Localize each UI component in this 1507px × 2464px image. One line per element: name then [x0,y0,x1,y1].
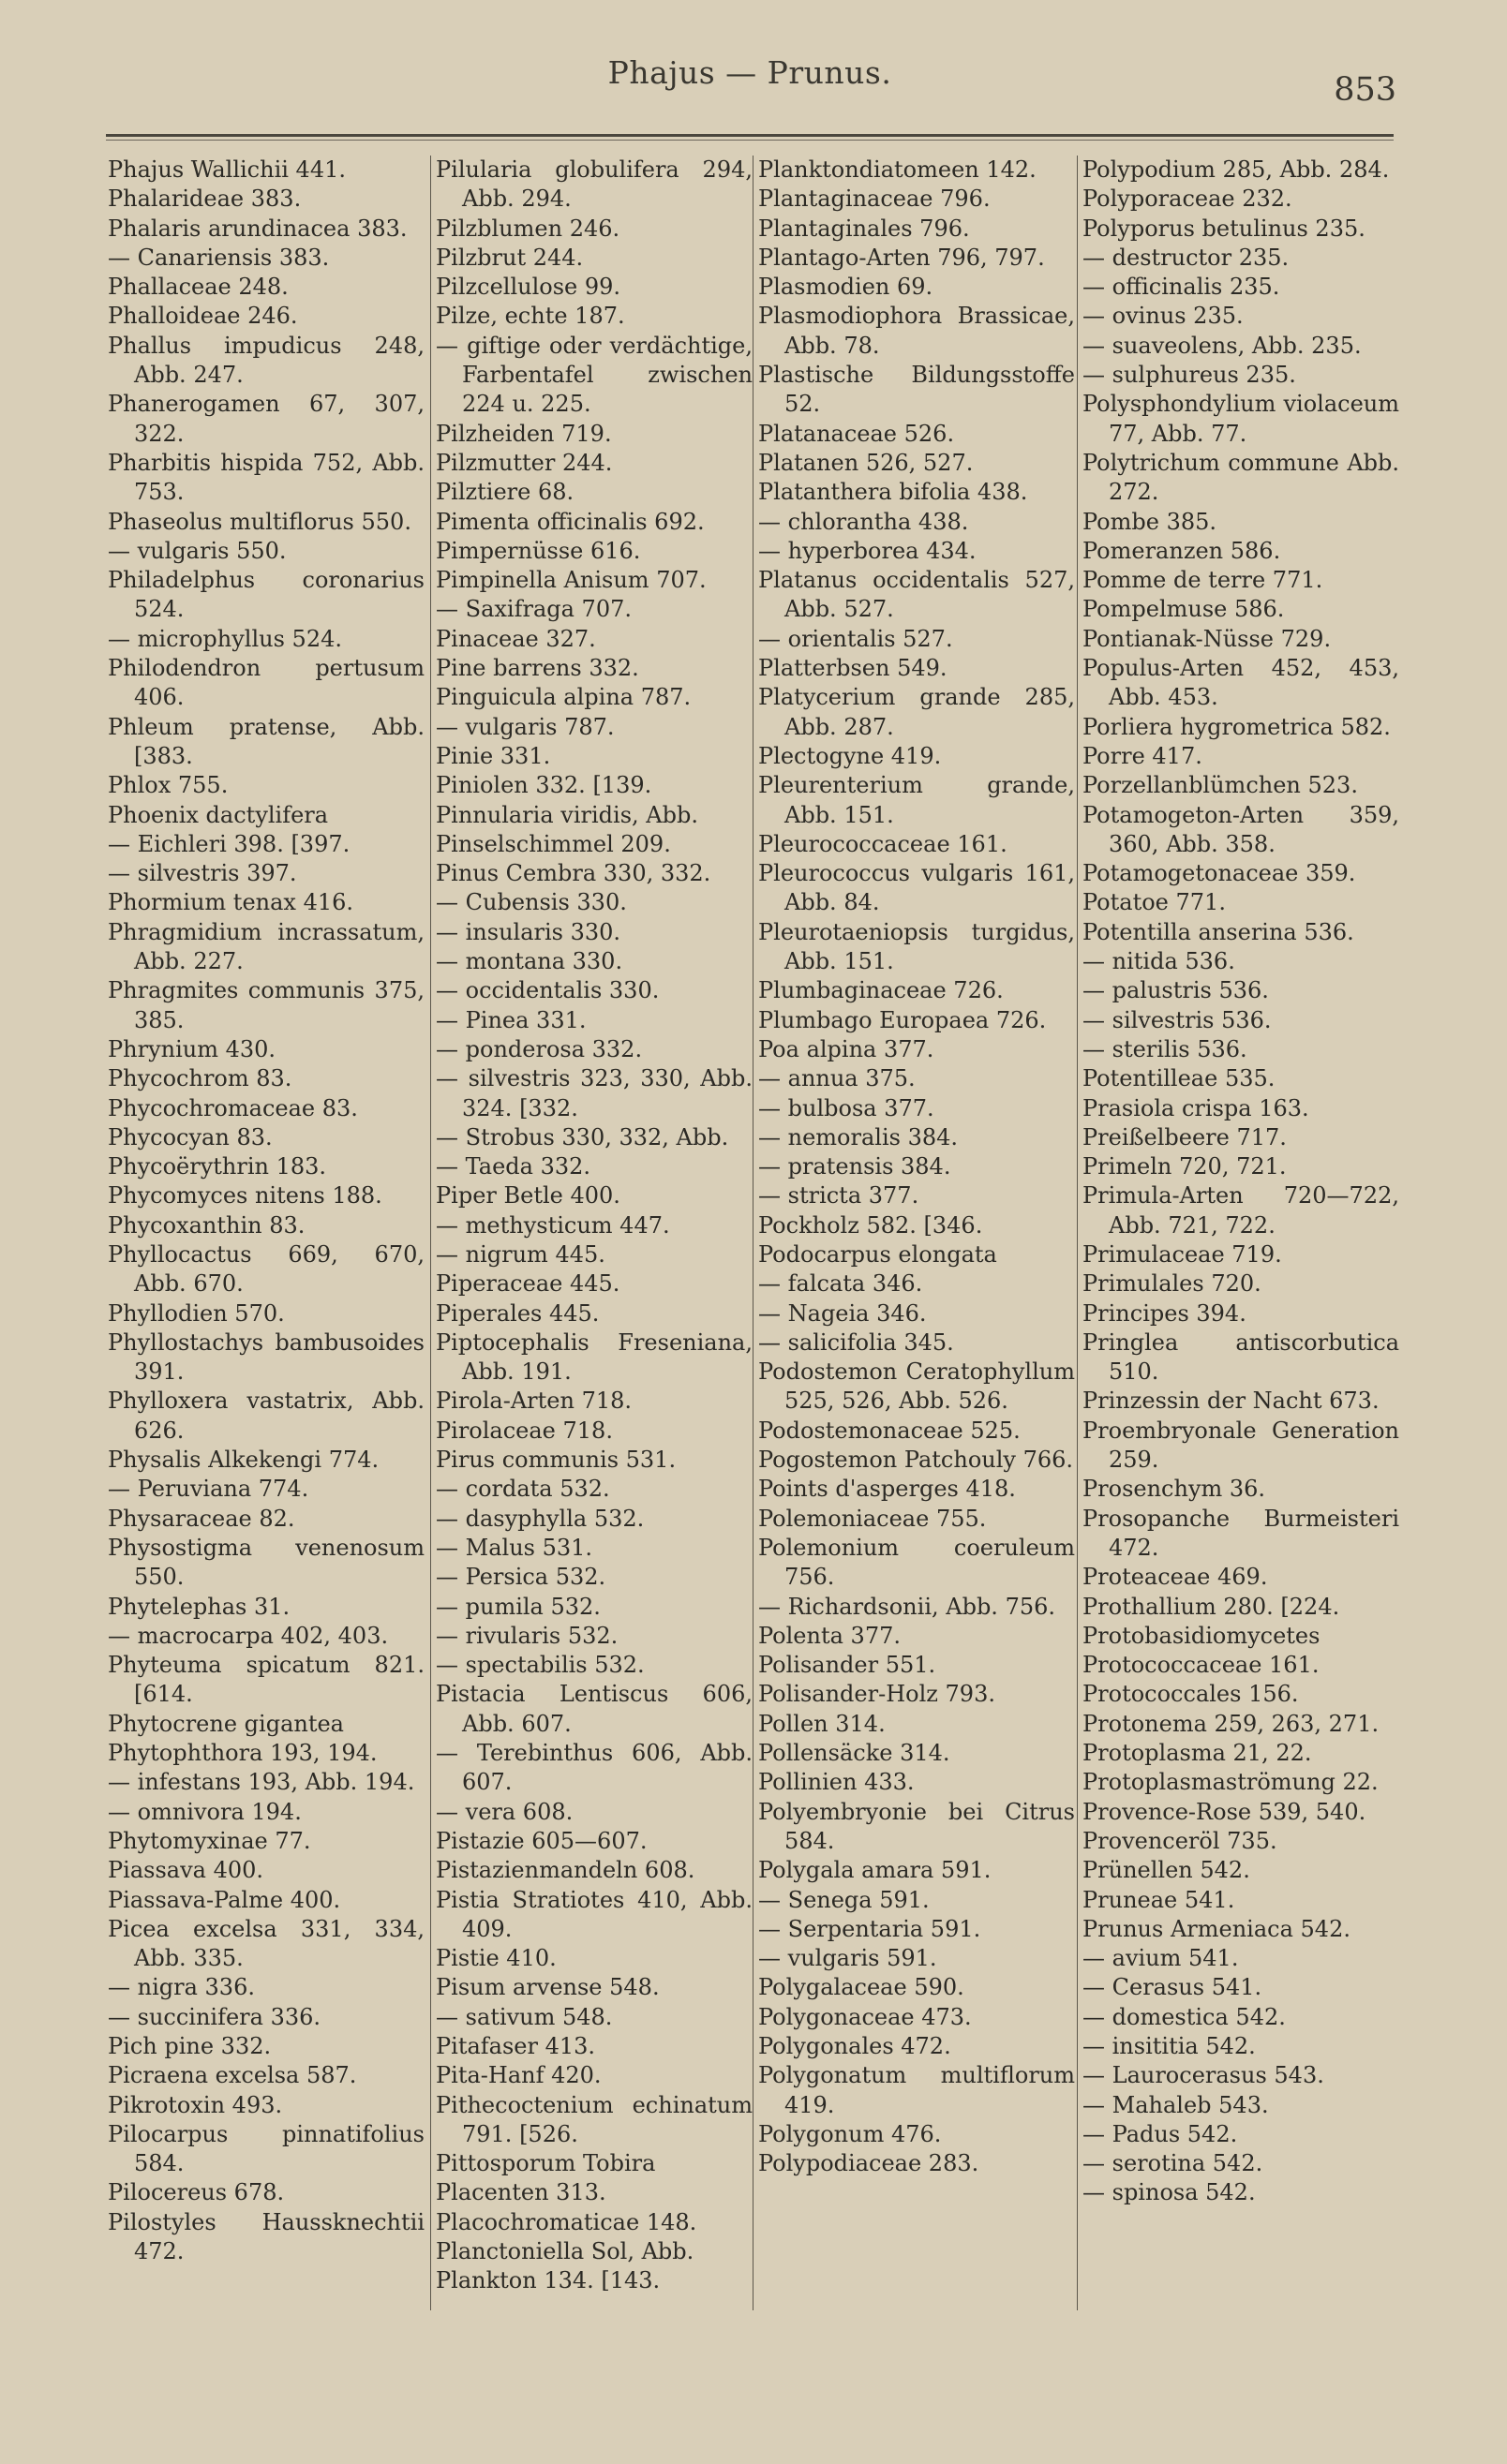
index-entry: Pomeranzen 586. [1082,537,1281,564]
index-entry: — nigrum 445. [436,1240,605,1268]
index-entry: Placenten 313. [436,2179,606,2206]
index-entry: Pleurococcus vulgaris 161, Abb. 84. [758,860,1075,916]
index-entry: Piptocephalis Freseniana, Abb. 191. [436,1328,753,1386]
index-entry: Podostemonaceae 525. [758,1417,1021,1444]
index-entry: — silvestris 536. [1082,1006,1272,1033]
index-entry: Provenceröl 735. [1082,1827,1277,1854]
index-entry: Polytrichum commune Abb. 272. [1082,449,1399,506]
index-entry: — avium 541. [1082,1945,1239,1972]
index-entry: Protobasidiomycetes [1082,1622,1320,1649]
index-entry: Phleum pratense, Abb. [383. [108,713,425,769]
index-entry: Piperaceae 445. [436,1270,620,1298]
index-entry: Pistazienmandeln 608. [436,1857,695,1884]
index-entry: — Laurocerasus 543. [1082,2062,1324,2089]
index-column-2 [436,156,753,2296]
index-entry: Prothallium 280. [224. [1082,1593,1340,1620]
index-entry: Pikrotoxin 493. [108,2091,283,2118]
index-entry: Polygonum 476. [758,2120,942,2147]
index-entry: — Peruviana 774. [108,1476,309,1503]
index-entry: — vulgaris 591. [758,1945,937,1972]
index-entry: Polygala amara 591. [758,1857,992,1884]
index-entry: Pilzmutter 244. [436,449,613,476]
index-entry: Porliera hygrometrica 582. [1082,713,1391,740]
index-entry: Phajus Wallichii 441. [108,156,346,183]
index-entry: — giftige oder verdächtige, Farbentafel zwischen 224 u. 225. [436,332,753,418]
index-entry: Porzellanblümchen 523. [1082,772,1358,799]
index-entry: Piassava-Palme 400. [108,1886,341,1913]
index-entry: Pilostyles Haussknechtii 472. [108,2208,425,2265]
index-entry: Pistazie 605—607. [436,1827,648,1854]
index-entry: — Strobus 330, 332, Abb. [436,1123,729,1150]
index-column-3 [758,156,1075,2178]
page-number: 853 [1334,71,1396,109]
index-entry: Polemonium coeruleum 756. [758,1534,1075,1591]
index-entry: — cordata 532. [436,1476,610,1503]
index-entry: Pirola-Arten 718. [436,1388,633,1415]
index-entry: Phytelephas 31. [108,1593,291,1620]
index-entry: Polygonatum multiflorum 419. [758,2062,1075,2118]
index-entry: Pita-Hanf 420. [436,2062,602,2089]
index-entry: Pinie 331. [436,742,551,769]
index-entry: Phragmites communis 375, 385. [108,977,425,1033]
index-entry: — Cerasus 541. [1082,1974,1262,2001]
index-entry: — Nageia 346. [758,1299,927,1327]
index-entry: — destructor 235. [1082,244,1290,271]
index-entry: Potatoe 771. [1082,889,1226,916]
page-header [103,54,1396,111]
index-entry: Pich pine 332. [108,2033,272,2059]
index-entry: — domestica 542. [1082,2003,1286,2030]
index-entry: Pinselschimmel 209. [436,830,671,857]
index-entry: Pimpinella Anisum 707. [436,567,707,594]
index-columns [108,156,1401,2329]
index-entry: Prosopanche Burmeisteri 472. [1082,1505,1399,1561]
index-entry: — vulgaris 550. [108,537,287,564]
index-entry: Polyporaceae 232. [1082,186,1292,213]
index-entry: Pilzbrut 244. [436,244,584,271]
index-entry: Polyembryonie bei Citrus 584. [758,1798,1075,1854]
index-entry: Pilzcellulose 99. [436,274,621,301]
index-entry: Prinzessin der Nacht 673. [1082,1388,1380,1415]
index-entry: — Serpentaria 591. [758,1915,981,1942]
index-entry: — officinalis 235. [1082,274,1280,301]
index-entry: Plumbago Europaea 726. [758,1006,1047,1033]
index-entry: — Richardsonii, Abb. 756. [758,1593,1056,1620]
index-entry: Pleurococcaceae 161. [758,830,1007,857]
index-entry: Pithecoctenium echinatum 791. [526. [436,2091,753,2147]
index-entry: Podostemon Ceratophyllum 525, 526, Abb. 526. [758,1358,1075,1415]
index-entry: Polygonaceae 473. [758,2003,972,2030]
index-entry: Piniolen 332. [139. [436,772,652,799]
index-entry: Pilularia globulifera 294, Abb. 294. [436,156,753,213]
index-entry: Pistacia Lentiscus 606, Abb. 607. [436,1681,753,1737]
index-entry: — infestans 193, Abb. 194. [108,1769,415,1796]
index-entry: Pinguicula alpina 787. [436,684,692,711]
header-rule-thin [106,140,1394,141]
index-entry: Piperales 445. [436,1299,600,1327]
index-entry: — sterilis 536. [1082,1035,1247,1062]
index-entry: Phycoërythrin 183. [108,1153,327,1180]
index-entry: Pollen 314. [758,1710,886,1737]
index-entry: Pleurenterium grande, Abb. 151. [758,772,1075,828]
index-entry: — Terebinthus 606, Abb. 607. [436,1740,753,1796]
index-entry: Picea excelsa 331, 334, Abb. 335. [108,1915,425,1972]
index-entry: Phytomyxinae 77. [108,1827,311,1854]
index-entry: Platycerium grande 285, Abb. 287. [758,684,1075,740]
index-entry: — hyperborea 434. [758,537,977,564]
index-entry: Pine barrens 332. [436,655,639,682]
index-entry: Pirolaceae 718. [436,1417,613,1444]
index-entry: Phytocrene gigantea [108,1710,344,1737]
index-entry: Pockholz 582. [346. [758,1211,983,1239]
index-entry: Pirus communis 531. [436,1447,677,1474]
index-entry: Poa alpina 377. [758,1035,934,1062]
index-entry: Phycoxanthin 83. [108,1211,306,1239]
index-entry: — occidentalis 330. [436,977,660,1004]
index-entry: — Padus 542. [1082,2120,1238,2147]
index-entry: Placochromaticae 148. [436,2208,697,2235]
index-entry: — palustris 536. [1082,977,1269,1004]
index-entry: — montana 330. [436,948,623,975]
index-entry: Pimpernüsse 616. [436,537,641,564]
index-entry: Prosenchym 36. [1082,1476,1266,1503]
index-entry: Pittosporum Tobira [436,2150,656,2177]
index-entry: Polemoniaceae 755. [758,1505,987,1532]
index-entry: Prunus Armeniaca 542. [1082,1915,1350,1942]
index-entry: Platterbsen 549. [758,655,947,682]
index-entry: Pisum arvense 548. [436,1974,660,2001]
index-entry: Primeln 720, 721. [1082,1153,1287,1180]
index-entry: Plectogyne 419. [758,742,942,769]
index-entry: Protoplasmaströmung 22. [1082,1769,1379,1796]
index-entry: Phycomyces nitens 188. [108,1182,382,1210]
index-entry: Protococcaceae 161. [1082,1652,1320,1679]
index-entry: — rivularis 532. [436,1622,619,1649]
index-entry: — bulbosa 377. [758,1094,934,1121]
index-entry: — orientalis 527. [758,625,953,652]
index-entry: Potamogetonaceae 359. [1082,860,1356,887]
index-entry: Physalis Alkekengi 774. [108,1447,380,1474]
index-entry: Principes 394. [1082,1299,1246,1327]
index-entry: Polypodiaceae 283. [758,2150,979,2177]
index-entry: — Pinea 331. [436,1006,587,1033]
index-entry: Pinnularia viridis, Abb. [436,801,698,828]
index-entry: Pilocereus 678. [108,2179,285,2206]
index-entry: — suaveolens, Abb. 235. [1082,332,1362,359]
index-entry: Plastische Bildungsstoffe 52. [758,362,1075,418]
index-entry: — methysticum 447. [436,1211,670,1239]
index-entry: Plasmodien 69. [758,274,933,301]
index-entry: Philodendron pertusum 406. [108,655,425,711]
index-entry: Plantaginales 796. [758,215,970,242]
index-entry: Primulales 720. [1082,1270,1261,1298]
index-entry: — omnivora 194. [108,1798,302,1825]
index-entry: Phallus impudicus 248, Abb. 247. [108,332,425,389]
index-entry: — ovinus 235. [1082,303,1244,330]
index-entry: Phaseolus multiflorus 550. [108,508,411,535]
index-entry: Pilzheiden 719. [436,420,612,447]
index-entry: Polypodium 285, Abb. 284. [1082,156,1390,183]
index-entry: Platanaceae 526. [758,420,955,447]
index-entry: Plankton 134. [143. [436,2267,661,2294]
index-entry: Potentilla anserina 536. [1082,918,1354,945]
index-entry: — Canariensis 383. [108,244,330,271]
index-entry: Phyllostachys bambusoides 391. [108,1328,425,1386]
index-entry: Phycochromaceae 83. [108,1094,358,1121]
index-entry: — spectabilis 532. [436,1652,645,1679]
index-entry: Phytophthora 193, 194. [108,1740,378,1767]
index-entry: Prasiola crispa 163. [1082,1094,1309,1121]
index-entry: — vulgaris 787. [436,713,615,740]
index-entry: Points d'asperges 418. [758,1476,1016,1503]
index-entry: — dasyphylla 532. [436,1505,645,1532]
index-entry: — vera 608. [436,1798,574,1825]
index-entry: — ponderosa 332. [436,1035,643,1062]
index-entry: Preißelbeere 717. [1082,1123,1287,1150]
index-entry: Pruneae 541. [1082,1886,1235,1913]
index-entry: Porre 417. [1082,742,1202,769]
index-entry: Pomme de terre 771. [1082,567,1323,594]
index-entry: Platanen 526, 527. [758,449,974,476]
index-entry: — sulphureus 235. [1082,362,1296,389]
index-entry: — salicifolia 345. [758,1328,954,1356]
index-entry: Protoplasma 21, 22. [1082,1740,1312,1767]
index-entry: Polisander-Holz 793. [758,1681,995,1708]
index-entry: Polyporus betulinus 235. [1082,215,1365,242]
index-entry: Phyteuma spicatum 821. [614. [108,1652,425,1708]
index-entry: — stricta 377. [758,1182,919,1210]
index-entry: Pistia Stratiotes 410, Abb. 409. [436,1886,753,1942]
header-rule [106,134,1394,137]
index-entry: — macrocarpa 402, 403. [108,1622,389,1649]
index-entry: — succinifera 336. [108,2003,321,2030]
index-entry: Podocarpus elongata [758,1240,997,1268]
index-entry: Pompelmuse 586. [1082,596,1285,623]
index-entry: Plasmodiophora Brassicae, Abb. 78. [758,303,1075,359]
index-entry: Philadelphus coronarius 524. [108,567,425,623]
index-entry: Prünellen 542. [1082,1857,1250,1884]
index-entry: — pratensis 384. [758,1153,951,1180]
index-entry: Primulaceae 719. [1082,1240,1282,1268]
index-entry: Phylloxera vastatrix, Abb. 626. [108,1388,425,1444]
index-entry: Pontianak-Nüsse 729. [1082,625,1332,652]
index-entry: Protonema 259, 263, 271. [1082,1710,1380,1737]
index-entry: Phyllocactus 669, 670, Abb. 670. [108,1240,425,1298]
index-entry: Pimenta officinalis 692. [436,508,705,535]
index-column-4 [1082,156,1399,2208]
index-entry: Protococcales 156. [1082,1681,1299,1708]
index-entry: — Mahaleb 543. [1082,2091,1269,2118]
index-entry: Populus-Arten 452, 453, Abb. 453. [1082,655,1399,711]
index-entry: — serotina 542. [1082,2150,1263,2177]
index-entry: Polysphondylium violaceum 77, Abb. 77. [1082,391,1399,447]
index-entry: Phlox 755. [108,772,229,799]
index-entry: Potamogeton-Arten 359, 360, Abb. 358. [1082,801,1399,857]
index-entry: — Persica 532. [436,1564,606,1591]
index-entry: Phycochrom 83. [108,1065,292,1092]
index-entry: Proteaceae 469. [1082,1564,1268,1591]
index-entry: — chlorantha 438. [758,508,969,535]
index-entry: Pleurotaeniopsis turgidus, Abb. 151. [758,918,1075,975]
index-entry: Primula-Arten 720—722, Abb. 721, 722. [1082,1182,1399,1239]
index-entry: Pilocarpus pinnatifolius 584. [108,2120,425,2177]
index-entry: Planctoniella Sol, Abb. [436,2238,694,2265]
index-entry: Potentilleae 535. [1082,1065,1276,1092]
index-column-1 [108,156,425,2266]
index-entry: — silvestris 323, 330, Abb. 324. [332. [436,1065,753,1121]
index-entry: Phalaris arundinacea 383. [108,215,408,242]
index-entry: Phalarideae 383. [108,186,302,213]
index-entry: — Eichleri 398. [397. [108,830,351,857]
index-entry: Pinus Cembra 330, 332. [436,860,711,887]
index-entry: Phragmidium incrassatum, Abb. 227. [108,918,425,975]
index-entry: Proembryonale Generation 259. [1082,1417,1399,1474]
index-entry: — spinosa 542. [1082,2179,1256,2206]
index-entry: — insititia 542. [1082,2033,1256,2059]
index-entry: Phoenix dactylifera [108,801,329,828]
index-entry: Pogostemon Patchouly 766. [758,1447,1074,1474]
index-entry: — annua 375. [758,1065,916,1092]
index-entry: Pilzblumen 246. [436,215,620,242]
index-entry: Pollinien 433. [758,1769,915,1796]
index-entry: — Saxifraga 707. [436,596,632,623]
index-entry: Pilze, echte 187. [436,303,625,330]
index-entry: Picraena excelsa 587. [108,2062,357,2089]
index-entry: — pumila 532. [436,1593,601,1620]
index-entry: Pharbitis hispida 752, Abb. 753. [108,449,425,506]
index-entry: — silvestris 397. [108,860,297,887]
index-entry: Polygonales 472. [758,2033,951,2059]
index-entry: Polygalaceae 590. [758,1974,964,2001]
index-entry: — insularis 330. [436,918,621,945]
index-entry: — nitida 536. [1082,948,1235,975]
index-entry: Planktondiatomeen 142. [758,156,1037,183]
index-entry: Phanerogamen 67, 307, 322. [108,391,425,447]
index-entry: Polisander 551. [758,1652,936,1679]
index-entry: Pitafaser 413. [436,2033,596,2059]
index-entry: Pombe 385. [1082,508,1217,535]
index-entry: Pistie 410. [436,1945,557,1972]
index-entry: Phalloideae 246. [108,303,298,330]
index-entry: Polenta 377. [758,1622,901,1649]
index-entry: Plantaginaceae 796. [758,186,991,213]
index-entry: Piper Betle 400. [436,1182,620,1210]
index-entry: Platanthera bifolia 438. [758,479,1028,506]
index-entry: Phyllodien 570. [108,1299,285,1327]
index-entry: Pinaceae 327. [436,625,596,652]
index-entry: — microphyllus 524. [108,625,342,652]
index-entry: Phormium tenax 416. [108,889,354,916]
index-entry: — nigra 336. [108,1974,255,2001]
index-entry: Pilztiere 68. [436,479,574,506]
index-entry: Phrynium 430. [108,1035,276,1062]
index-entry: Provence-Rose 539, 540. [1082,1798,1366,1825]
index-entry: — nemoralis 384. [758,1123,959,1150]
index-entry: Piassava 400. [108,1857,264,1884]
index-entry: Phycocyan 83. [108,1123,273,1150]
index-entry: — Cubensis 330. [436,889,627,916]
index-entry: Plumbaginaceae 726. [758,977,1004,1004]
index-entry: — sativum 548. [436,2003,613,2030]
index-entry: Physaraceae 82. [108,1505,295,1532]
index-entry: Platanus occidentalis 527, Abb. 527. [758,567,1075,623]
index-entry: — Taeda 332. [436,1153,591,1180]
index-entry: — Malus 531. [436,1534,593,1561]
index-entry: — falcata 346. [758,1270,923,1298]
index-entry: Plantago-Arten 796, 797. [758,244,1045,271]
index-entry: Phallaceae 248. [108,274,289,301]
index-entry: Physostigma venenosum 550. [108,1534,425,1591]
running-title: Phajus — Prunus. [607,54,892,91]
index-entry: — Senega 591. [758,1886,930,1913]
index-entry: Pringlea antiscorbutica 510. [1082,1328,1399,1386]
index-entry: Pollensäcke 314. [758,1740,950,1767]
